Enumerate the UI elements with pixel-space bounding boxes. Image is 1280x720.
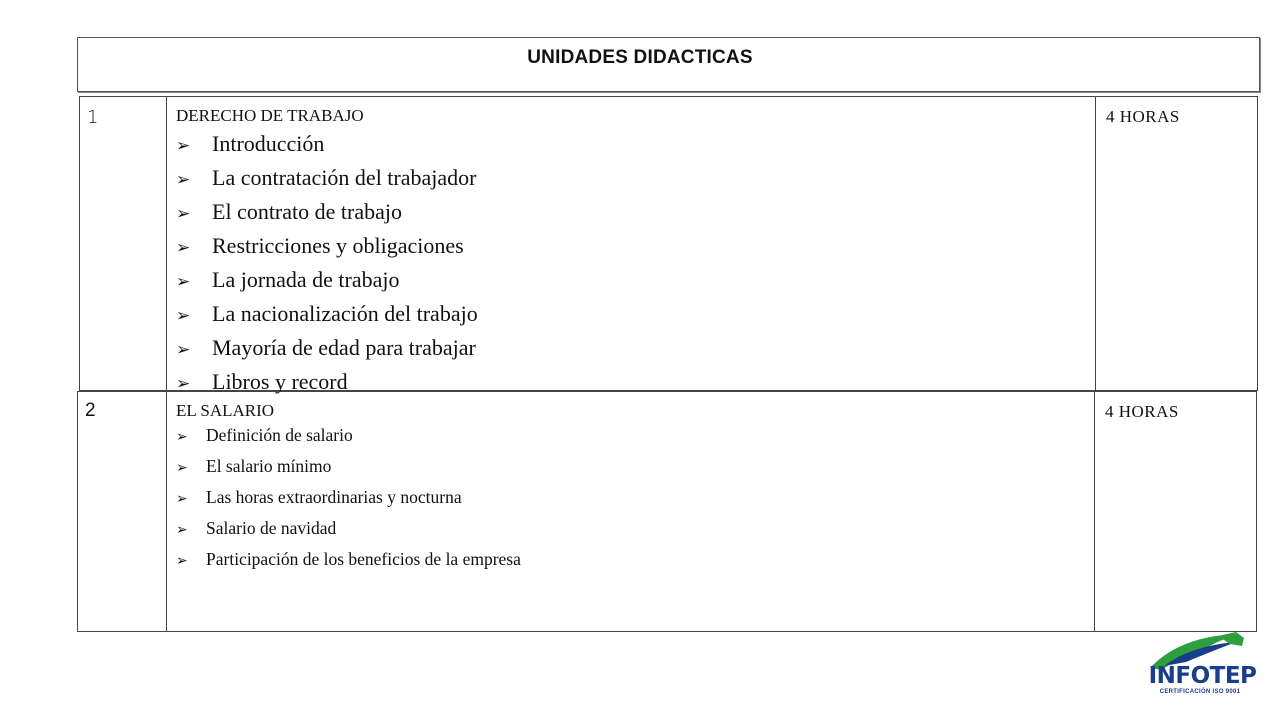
topic-text: Introducción bbox=[212, 131, 325, 156]
arrow-bullet-icon: ➢ bbox=[176, 170, 191, 190]
unit-row-2 bbox=[77, 391, 1257, 632]
logo-wordmark: INFOTEP bbox=[1148, 663, 1257, 689]
arrow-bullet-icon: ➢ bbox=[176, 374, 191, 394]
arrow-bullet-icon: ➢ bbox=[176, 238, 191, 258]
list-item bbox=[176, 128, 478, 162]
topic-text: La jornada de trabajo bbox=[212, 267, 400, 292]
arrow-bullet-icon: ➢ bbox=[176, 429, 188, 445]
topic-text: El contrato de trabajo bbox=[212, 199, 402, 224]
list-item bbox=[176, 332, 478, 366]
unit-content bbox=[176, 401, 521, 576]
topic-list bbox=[176, 421, 521, 576]
topic-text: Salario de navidad bbox=[206, 518, 337, 538]
arrow-bullet-icon: ➢ bbox=[176, 136, 191, 156]
topic-list bbox=[176, 128, 478, 400]
unit-title: EL SALARIO bbox=[176, 401, 275, 420]
cell-divider bbox=[1095, 97, 1096, 390]
unit-hours: 4 HORAS bbox=[1105, 402, 1179, 421]
list-item bbox=[176, 421, 521, 452]
topic-text: Participación de los beneficios de la empresa bbox=[206, 549, 521, 569]
cell-divider bbox=[77, 392, 78, 631]
list-item bbox=[176, 264, 478, 298]
list-item bbox=[176, 230, 478, 264]
unit-content bbox=[176, 106, 478, 400]
cell-divider bbox=[166, 392, 167, 631]
topic-text: Mayoría de edad para trabajar bbox=[212, 335, 476, 360]
arrow-bullet-icon: ➢ bbox=[176, 553, 188, 569]
page-title: UNIDADES DIDACTICAS bbox=[527, 47, 753, 68]
topic-text: Libros y record bbox=[212, 369, 348, 394]
topic-text: Definición de salario bbox=[206, 425, 353, 445]
topic-text: La nacionalización del trabajo bbox=[212, 301, 478, 326]
arrow-bullet-icon: ➢ bbox=[176, 306, 191, 326]
list-item bbox=[176, 452, 521, 483]
unit-row-1 bbox=[79, 96, 1258, 394]
list-item bbox=[176, 514, 521, 545]
unit-title: DERECHO DE TRABAJO bbox=[176, 106, 364, 125]
list-item bbox=[176, 298, 478, 332]
cell-divider bbox=[1094, 392, 1095, 631]
arrow-bullet-icon: ➢ bbox=[176, 204, 191, 224]
cell-divider bbox=[1256, 392, 1257, 631]
list-item bbox=[176, 162, 478, 196]
unit-number: 2 bbox=[85, 400, 96, 421]
cell-divider bbox=[1257, 97, 1258, 390]
unit-hours: 4 HORAS bbox=[1106, 107, 1180, 126]
list-item bbox=[176, 545, 521, 576]
arrow-bullet-icon: ➢ bbox=[176, 522, 188, 538]
list-item bbox=[176, 483, 521, 514]
topic-text: El salario mínimo bbox=[206, 456, 332, 476]
cell-divider bbox=[79, 97, 80, 390]
cell-divider bbox=[166, 97, 167, 390]
topic-text: Las horas extraordinarias y nocturna bbox=[206, 487, 462, 507]
unit-number: 1 bbox=[87, 107, 99, 128]
arrow-bullet-icon: ➢ bbox=[176, 460, 188, 476]
topic-text: Restricciones y obligaciones bbox=[212, 233, 464, 258]
topic-text: La contratación del trabajador bbox=[212, 165, 477, 190]
arrow-bullet-icon: ➢ bbox=[176, 340, 191, 360]
arrow-bullet-icon: ➢ bbox=[176, 272, 191, 292]
arrow-bullet-icon: ➢ bbox=[176, 491, 188, 507]
logo-subtitle: CERTIFICACIÓN ISO 9001 bbox=[1159, 689, 1241, 695]
list-item bbox=[176, 196, 478, 230]
